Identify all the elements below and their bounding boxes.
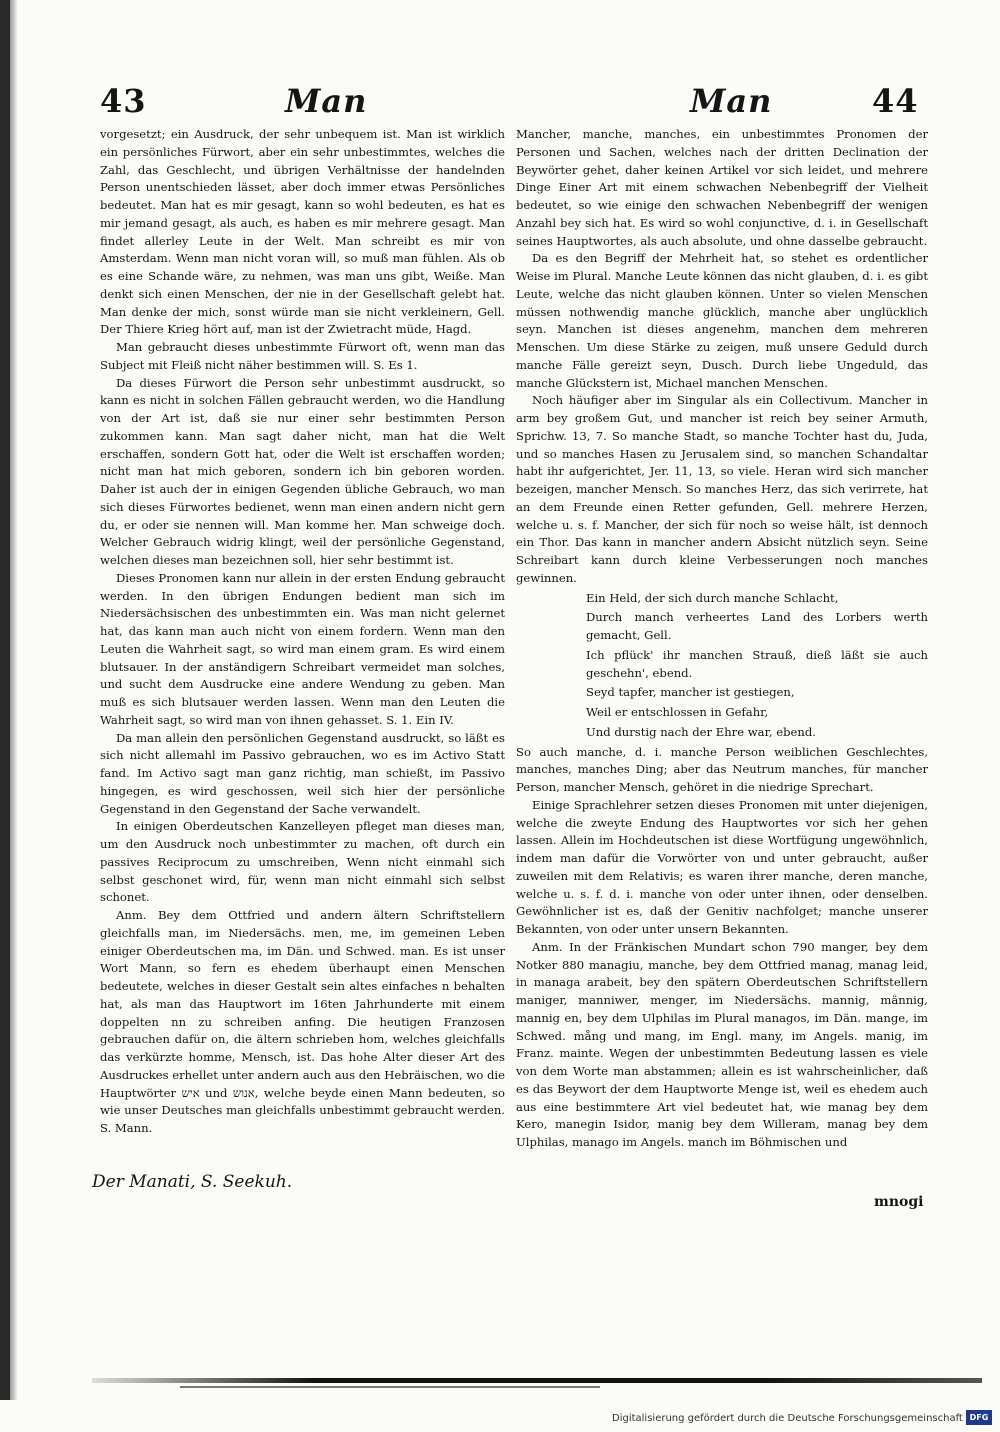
verse-line: Seyd tapfer, mancher ist gestiegen, bbox=[586, 685, 795, 700]
binding-edge bbox=[0, 0, 10, 1400]
cross-reference-entry: Der Manati, S. Seekuh. bbox=[92, 1172, 293, 1192]
right-page-number: 44 bbox=[872, 82, 919, 120]
right-running-head: Man bbox=[690, 82, 773, 120]
paragraph: Man gebraucht dieses unbestimmte Fürwort oft, wenn man das Subject mit Fleiß nicht näher bestimmen will. S. Es 1. bbox=[100, 340, 505, 372]
binding-shadow bbox=[10, 0, 18, 1400]
paragraph: vorgesetzt; ein Ausdruck, der sehr unbequem ist. Man ist wirklich ein persönliches Fürwort, aber ein sehr unbestimmtes, welches die Zahl, das Geschlecht, und übrigen Verhältnisse der handelnden Person unentschieden lässet, aber doch immer etwas Persönliches bedeutet. Man hat es mir gesagt, kann so wohl bedeuten, es hat es mir jemand gesagt, als auch, es haben es mir mehrere gesagt. Man findet allerley Leute in der Welt. Man schreibt es mir von Amsterdam. Wenn man nicht voran will, so muß man fühlen. Als ob es eine Schande wäre, zu nehmen, was man uns gibt, Weiße. Man denkt sich einen Menschen, der nie in der Gesellschaft gelebt hat. Man denke der mich, sonst würde man sie nicht verkleinern, Gell. Der Thiere Krieg hört auf, man ist der Zwietracht müde, Hagd. bbox=[100, 127, 505, 337]
paragraph: Da man allein den persönlichen Gegenstand ausdruckt, so läßt es sich nicht allemahl im Passivo gebrauchen, wo es im Activo Statt fand. Im Activo sagt man ganz richtig, man schießt, im Passivo hingegen, es wird geschossen, weil sich hier der persönliche Gegenstand in den Gegenstand der Sache verwandelt. bbox=[100, 730, 505, 816]
entry-head-paragraph: Mancher, manche, manches, ein unbestimmtes Pronomen der Personen und Sachen, welches nach der dritten Declination der Beywörter gehet, daher keinen Artikel vor sich leidet, und mehrere Dinge Einer Art mit einem schwachen Nebenbegriff der Vielheit bedeutet, so wie einige den schwachen Nebenbegriff der wenigen Anzahl bey sich hat. Es wird so wohl conjunctive, d. i. in Gesellschaft seines Hauptwortes, als auch absolute, und ohne dasselbe gebraucht. bbox=[516, 127, 928, 248]
catchword: mnogi bbox=[874, 1194, 924, 1210]
left-column bbox=[100, 126, 505, 1138]
scan-bottom-edge bbox=[92, 1378, 982, 1383]
left-page-number: 43 bbox=[100, 82, 147, 120]
paragraph: Da dieses Fürwort die Person sehr unbestimmt ausdruckt, so kann es nicht in solchen Fällen gebraucht werden, wo die Handlung von der Art ist, daß sie nur einer sehr bestimmten Person zukommen kann. Man sagt daher nicht, man hat die Welt erschaffen, sondern Gott hat, oder die Welt ist erschaffen worden; nicht man hat mich geboren, sondern ich bin geboren worden. Daher ist auch der in einigen Gegenden übliche Gebrauch, wo man sich dieses Fürwortes bedienet, wenn man einen andern nicht gern du, er oder sie nennen will. Man komme her. Man schweige doch. Welcher Gebrauch widrig klingt, weil der persönliche Gegenstand, welchen dieses man bezeichnen soll, hier sehr bestimmt ist. bbox=[100, 375, 505, 567]
verse-line: Und durstig nach der Ehre war, ebend. bbox=[586, 724, 816, 739]
verse-line: Ein Held, der sich durch manche Schlacht, bbox=[586, 590, 839, 605]
verse-line: Durch manch verheertes Land des Lorbers werth gemacht, Gell. bbox=[586, 610, 928, 642]
annotation-paragraph: Anm. Bey dem Ottfried und andern ältern Schriftstellern gleichfalls man, im Niedersächs. men, me, im gemeinen Leben einiger Oberdeutschen ma, im Dän. und Schwed. man. Es ist unser Wort Mann, so fern es ehedem überhaupt einen Menschen bedeutete, welches in dieser Gestalt sein altes einfaches n behalten hat, als man das Hauptwort im 16ten Jahrhunderte mit einem doppelten nn zu schreiben anfing. Die heutigen Franzosen gebrauchen dafür on, die ältern schrieben hom, welches gleichfalls das verkürzte homme, Mensch, ist. Das hohe Alter dieser Art des Ausdruckes erhellet unter andern auch aus den Hebräischen, wo die Hauptwörter איש und אנוש, welche beyde einen Mann bedeuten, so wie unser Deutsches man gleichfalls unbestimmt gebraucht werden. S. Mann. bbox=[100, 908, 505, 1135]
paragraph: So auch manche, d. i. manche Person weiblichen Geschlechtes, manches, manches Ding; aber das Neutrum manches, für mancher Person, mancher Mensch, gehöret in die niedrige Sprechart. bbox=[516, 744, 928, 794]
paragraph: Da es den Begriff der Mehrheit hat, so stehet es ordentlicher Weise im Plural. Manche Leute können das nicht glauben, d. i. es gibt Leute, welche das nicht glauben können. Unter so vielen Menschen müssen nothwendig manche glücklich, manche aber unglücklich seyn. Manchen ist dieses angenehm, manchen dem mehreren Menschen. Um diese Stärke zu zeigen, muß unsere Geduld durch manche Fälle gereizt seyn, Dusch. Durch liebe Ungeduld, das manche Glückstern ist, Michael manchen Menschen. bbox=[516, 251, 928, 390]
paragraph: In einigen Oberdeutschen Kanzelleyen pfleget man dieses man, um den Ausdruck noch unbestimmter zu machen, oft durch ein passives Reciprocum zu umschreiben, Wenn nicht einmahl sich selbst geschonet wird, für, wenn man nicht einmahl sich selbst schonet. bbox=[100, 819, 505, 905]
paragraph: Noch häufiger aber im Singular als ein Collectivum. Mancher in arm bey großem Gut, und mancher ist reich bey seiner Armuth, Sprichw. 13, 7. So manche Stadt, so manche Tochter hast du, Juda, und so manches Hasen zu Jerusalem sind, so manchen Schandaltar habt ihr aufgerichtet, Jer. 11, 13, so viele. Heran wird sich mancher bezeigen, mancher Mensch. So manches Herz, das sich verirrete, hat an dem Freunde einen Retter gefunden, Gell. mehrere Herzen, welche u. s. f. Mancher, der sich für noch so weise hält, ist dennoch ein Thor. Das kann in mancher andern Absicht nützlich seyn. Seine Schreibart kann durch kleine Verbesserungen noch manches gewinnen. bbox=[516, 393, 928, 585]
paragraph: Dieses Pronomen kann nur allein in der ersten Endung gebraucht werden. In den übrigen Endungen bedient man sich im Niedersächsischen des unbestimmten ein. Was man nicht gelernet hat, das kann man auch nicht von einem fordern. Wenn man den Leuten die Wahrheit sagt, so wird man einem gram. Es wird einem blutsauer. In der anständigern Schreibart vermeidet man solches, und sucht dem Ausdrucke eine andere Wendung zu geben. Man muß es sich blutsauer werden lassen. Wenn man den Leuten die Wahrheit sagt, so wird man von ihnen gehasset. S. 1. Ein IV. bbox=[100, 570, 505, 727]
left-running-head: Man bbox=[285, 82, 368, 120]
verse-line: Weil er entschlossen in Gefahr, bbox=[586, 705, 769, 719]
scan-bottom-shadow bbox=[180, 1386, 600, 1388]
dfg-logo-icon: DFG bbox=[966, 1410, 992, 1425]
paragraph: Einige Sprachlehrer setzen dieses Pronomen mit unter diejenigen, welche die zweyte Endung des Hauptwortes vor sich her gehen lassen. Allein im Hochdeutschen ist diese Wortfügung ungewöhnlich, indem man dafür die Vorwörter von und unter gebraucht, außer zuweilen mit dem Relativis; es waren ihrer manche, deren manche, welche u. s. f. d. i. manche von oder unter ihnen, oder denselben. Gewöhnlicher ist es, daß der Genitiv nachfolget; manche unserer Bekannten, von oder unter unsern Bekannten. bbox=[516, 797, 928, 936]
digitization-credit: Digitalisierung gefördert durch die Deutsche Forschungsgemeinschaft bbox=[612, 1413, 963, 1424]
right-column bbox=[516, 126, 928, 1152]
verse-line: Ich pflück' ihr manchen Strauß, dieß läßt sie auch geschehn', ebend. bbox=[586, 647, 928, 680]
annotation-paragraph: Anm. In der Fränkischen Mundart schon 790 manger, bey dem Notker 880 managiu, manche, bey dem Ottfried manag, manag leid, in managa arabeit, bey den spätern Oberdeutschen Schriftstellern maniger, manniwer, menger, im Niedersächs. mannig, männig, mannig en, bey dem Ulphilas im Plural managos, im Dän. mange, im Schwed. mång und mang, im Engl. many, im Angels. manig, im Franz. mainte. Wegen der unbestimmten Bedeutung lassen es viele von dem Worte man abstammen; allein es ist wahrscheinlicher, daß es das Beywort der dem Hauptworte Menge ist, weil es ehedem auch aus eine bestimmtere Art viel bedeutet hat, wie manag bey dem Kero, manegin Isidor, manig bey dem Willeram, manag bey dem Ulphilas, manago im Angels. manch im Böhmischen und bbox=[516, 939, 928, 1149]
